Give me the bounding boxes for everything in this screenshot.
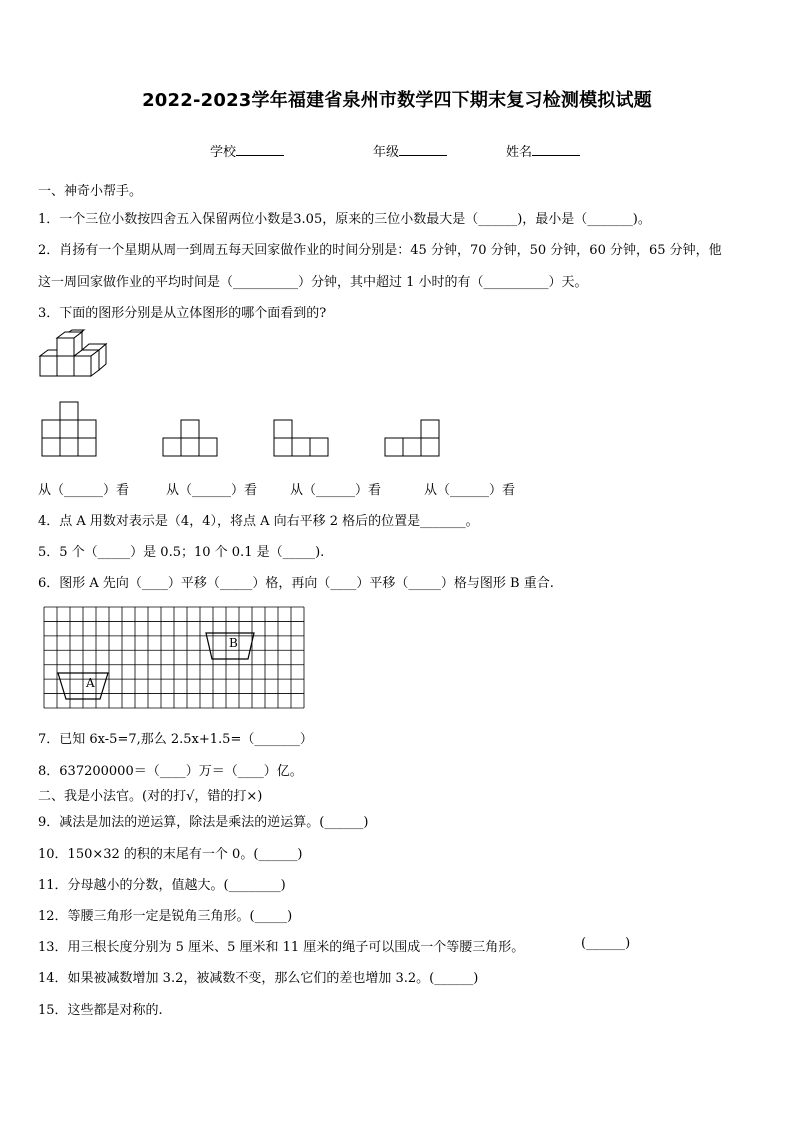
grade-blank[interactable] xyxy=(399,143,447,156)
question-2-line2: 这一周回家做作业的平均时间是（__________）分钟，其中超过 1 小时的有（__________）天。 xyxy=(38,275,588,290)
section1-heading: 一、神奇小帮手。 xyxy=(38,184,143,199)
view-figure-2 xyxy=(163,420,219,456)
question-15: 15．这些都是对称的. xyxy=(38,1003,163,1018)
school-blank[interactable] xyxy=(236,143,284,156)
question-9: 9．减法是加法的逆运算，除法是乘法的逆运算。(______) xyxy=(38,815,369,830)
view-answer-1: 从（______）看 xyxy=(38,483,130,498)
question-7: 7．已知 6x-5=7,那么 2.5x+1.5=（_______） xyxy=(38,732,313,747)
view-figure-1 xyxy=(42,402,98,456)
view-answer-4: 从（______）看 xyxy=(424,483,516,498)
view-figure-4 xyxy=(385,420,441,456)
cube-stack-figure xyxy=(38,330,108,378)
question-5: 5．5 个（_____）是 0.5；10 个 0.1 是（_____). xyxy=(38,545,325,560)
question-6: 6．图形 A 先向（____）平移（_____）格，再向（____）平移（_____）格与图形 B 重合. xyxy=(38,576,554,591)
section2-heading: 二、我是小法官。(对的打√，错的打×) xyxy=(38,789,263,804)
grade-label: 年级 xyxy=(373,145,400,160)
shape-b-label: B xyxy=(229,636,238,650)
translation-grid xyxy=(44,607,308,709)
shape-a-label: A xyxy=(86,676,95,690)
question-1: 1．一个三位小数按四舍五入保留两位小数是3.05，原来的三位小数最大是（______)，最小是（_______)。 xyxy=(38,212,651,227)
question-11: 11．分母越小的分数，值越大。(________) xyxy=(38,878,286,893)
school-label: 学校 xyxy=(210,145,237,160)
grade-field xyxy=(373,141,447,160)
question-14: 14．如果被减数增加 3.2，被减数不变，那么它们的差也增加 3.2。(______) xyxy=(38,971,479,986)
question-2-line1: 2．肖扬有一个星期从周一到周五每天回家做作业的时间分别是：45 分钟，70 分钟，50 分钟，60 分钟，65 分钟，他 xyxy=(38,243,722,258)
name-field xyxy=(506,141,580,160)
view-figure-3 xyxy=(274,420,330,456)
question-13-blank: (______) xyxy=(581,936,631,951)
name-blank[interactable] xyxy=(532,143,580,156)
name-label: 姓名 xyxy=(506,145,533,160)
question-10: 10．150×32 的积的末尾有一个 0。(______) xyxy=(38,847,303,862)
question-4: 4．点 A 用数对表示是（4，4），将点 A 向右平移 2 格后的位置是_______。 xyxy=(38,514,479,529)
school-field xyxy=(210,141,284,160)
view-answer-2: 从（______）看 xyxy=(166,483,258,498)
page-title: 2022-2023学年福建省泉州市数学四下期末复习检测模拟试题 xyxy=(142,90,652,111)
question-13: 13．用三根长度分别为 5 厘米、5 厘米和 11 厘米的绳子可以围成一个等腰三角形。 xyxy=(38,940,525,955)
question-12: 12．等腰三角形一定是锐角三角形。(_____) xyxy=(38,909,293,924)
question-3: 3．下面的图形分别是从立体图形的哪个面看到的? xyxy=(38,306,327,321)
view-answer-3: 从（______）看 xyxy=(290,483,382,498)
question-8: 8．637200000＝（____）万＝（____）亿。 xyxy=(38,764,303,779)
